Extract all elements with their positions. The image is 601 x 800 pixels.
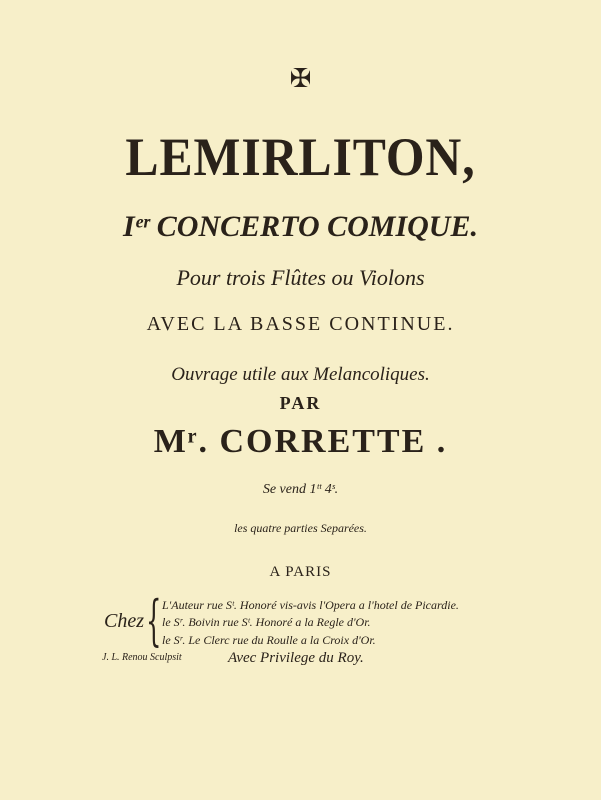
motto-line: Ouvrage utile aux Melancoliques. — [171, 364, 430, 385]
continuo-line: AVEC LA BASSE CONTINUE. — [146, 313, 455, 335]
composer-name: Mʳ. CORRETTE . — [153, 423, 448, 460]
parts-line: les quatre parties Separées. — [234, 521, 367, 535]
publisher-address-3: le Sʳ. Le Clerc rue du Roulle a la Croix d'Or. — [162, 633, 376, 647]
publisher-address-1: L'Auteur rue Sᵗ. Honoré vis-avis l'Opera a l'hotel de Picardie. — [162, 598, 459, 612]
publisher-chez: Chez — [104, 610, 144, 632]
cross-ornament: ✠ — [289, 64, 312, 93]
engraver-credit: J. L. Renou Sculpsit — [102, 652, 182, 663]
price-line: Se vend 1ᵗᵗ 4ˢ. — [262, 482, 339, 497]
city-line: A PARIS — [269, 564, 332, 580]
work-title: LEMIRLITON, — [125, 127, 476, 187]
by-line: PAR — [279, 393, 322, 413]
brace-glyph: { — [146, 589, 162, 652]
publisher-address-2: le Sʳ. Boivin rue Sᵗ. Honoré a la Regle d'Or. — [162, 615, 371, 629]
instrumentation-line: Pour trois Flûtes ou Violons — [176, 265, 425, 290]
royal-privilege: Avec Privilege du Roy. — [228, 650, 364, 666]
work-subtitle: Iᵉʳ CONCERTO COMIQUE. — [123, 210, 478, 243]
